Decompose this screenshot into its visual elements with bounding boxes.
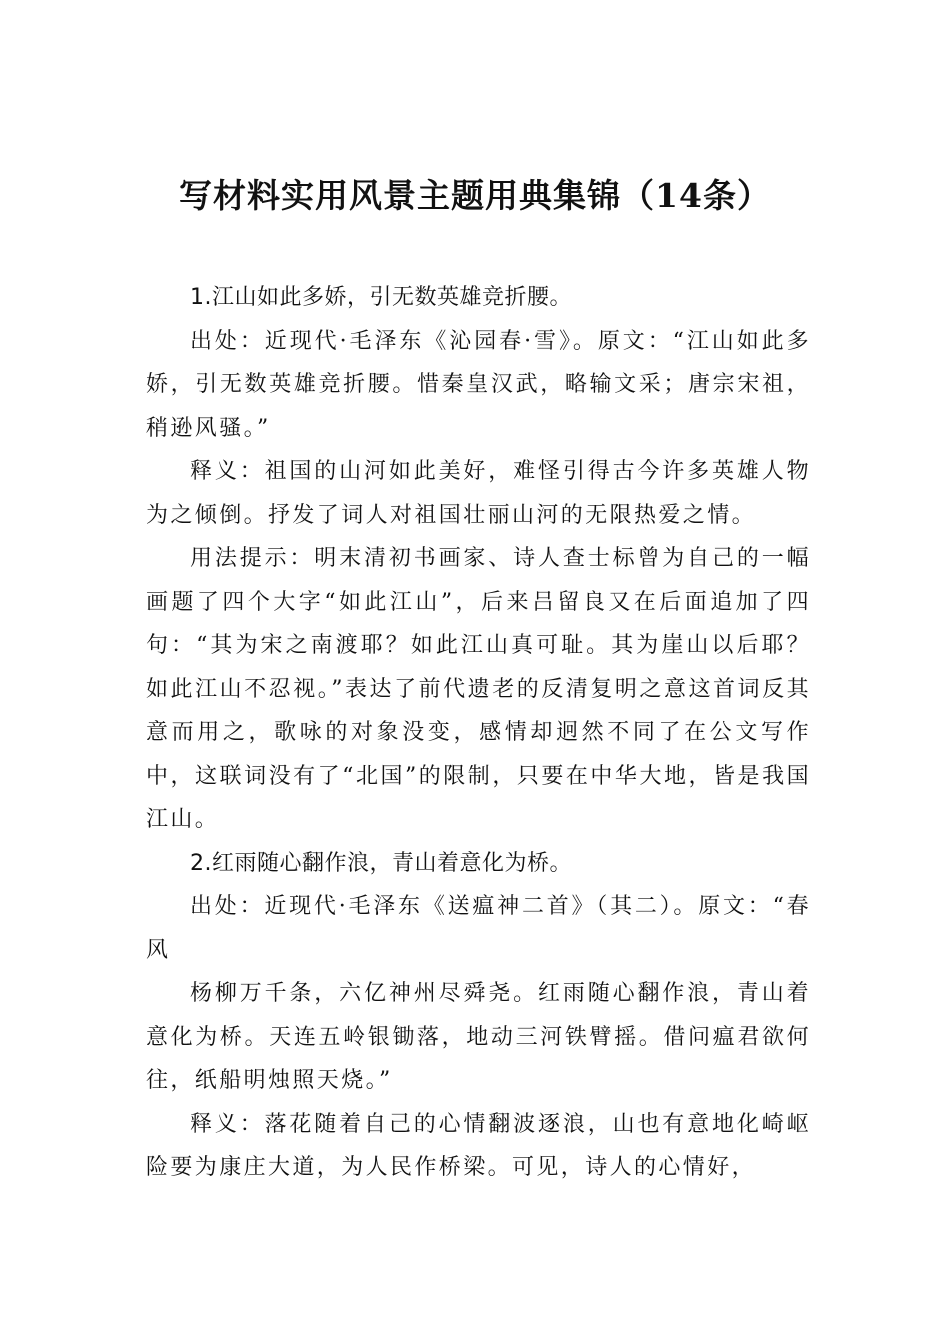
meaning-paragraph-1: 释义：祖国的山河如此美好，难怪引得古今许多英雄人物为之倾倒。抒发了词人对祖国壮丽山河的无限热爱之情。 bbox=[146, 459, 811, 528]
document-title: 写材料实用风景主题用典集锦（14条） bbox=[179, 176, 771, 215]
source-paragraph-2: 出处：近现代·毛泽东《送瘟神二首》（其二）。原文：“春风 bbox=[146, 894, 811, 963]
section-heading-2: 2.红雨随心翻作浪，青山着意化为桥。 bbox=[190, 850, 572, 876]
section-heading-1: 1.江山如此多娇，引无数英雄竞折腰。 bbox=[190, 285, 572, 310]
document-body bbox=[146, 276, 811, 1190]
source-paragraph-1: 出处：近现代·毛泽东《沁园春·雪》。原文：“江山如此多娇，引无数英雄竞折腰。惜秦皇汉武，略输文采；唐宗宋祖，稍逊风骚。” bbox=[146, 328, 811, 441]
source-continued-paragraph-2: 杨柳万千条，六亿神州尽舜尧。红雨随心翻作浪，青山着意化为桥。天连五岭银锄落，地动三河铁臂摇。借问瘟君欲何往，纸船明烛照天烧。” bbox=[146, 981, 811, 1093]
meaning-paragraph-2: 释义：落花随着自己的心情翻波逐浪，山也有意地化崎岖险要为康庄大道，为人民作桥梁。可见，诗人的心情好， bbox=[146, 1111, 811, 1180]
usage-paragraph-1: 用法提示：明末清初书画家、诗人查士标曾为自己的一幅画题了四个大字“如此江山”，后来吕留良又在后面追加了四句：“其为宋之南渡耶？如此江山真可耻。其为崖山以后耶？如此江山不忍视。”表达了前代遗老的反清复明之意这首词反其意而用之，歌咏的对象没变，感情却迥然不同了在公文写作中，这联词没有了“北国”的限制，只要在中华大地，皆是我国江山。 bbox=[146, 546, 811, 832]
